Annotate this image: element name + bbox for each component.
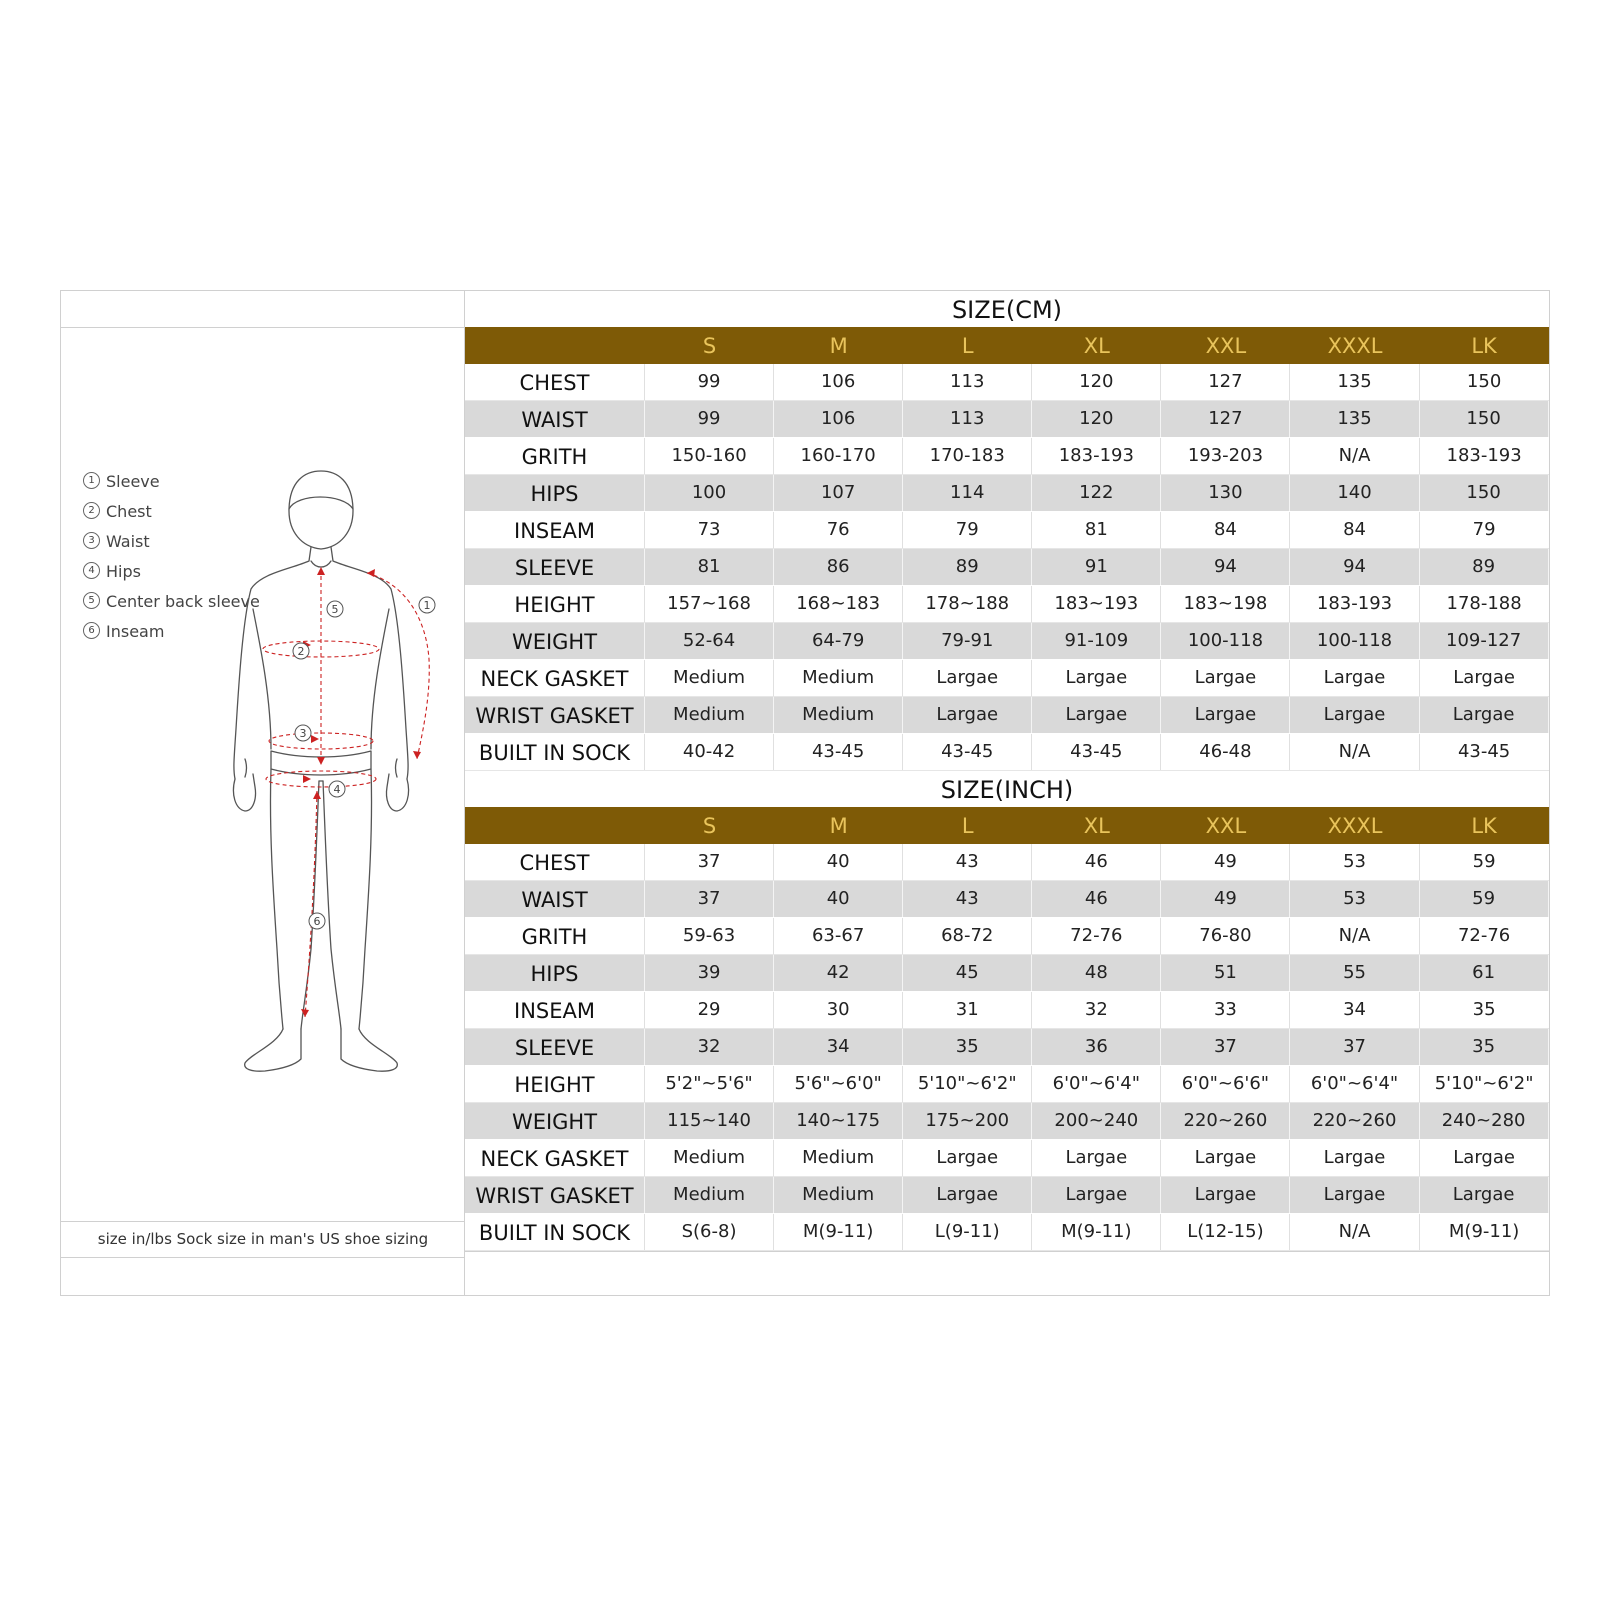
- table-cell: 51: [1161, 955, 1290, 991]
- table-cell: Medium: [645, 1140, 774, 1176]
- size-header-cell: XXXL: [1327, 814, 1383, 838]
- body-measurement-figure: [231, 469, 471, 1079]
- table-row: [465, 623, 1549, 660]
- table-cell: Largae: [1032, 1140, 1161, 1176]
- legend-number: 1: [83, 472, 100, 489]
- table-cell: 100-118: [1290, 623, 1419, 659]
- table-cell: 35: [1420, 1029, 1549, 1065]
- figure-marker-3: 3: [299, 727, 307, 740]
- table-row: [465, 1214, 1549, 1251]
- table-cell: 106: [774, 364, 903, 400]
- table-cell: 150: [1466, 371, 1502, 392]
- table-title: SIZE(CM): [951, 296, 1063, 324]
- legend-number: 6: [83, 622, 100, 639]
- table-cell: Largae: [1290, 660, 1419, 696]
- table-cell: 52-64: [645, 623, 774, 659]
- figure-marker-5: 5: [331, 603, 339, 616]
- divider: [61, 1257, 464, 1258]
- figure-marker-2: 2: [297, 645, 305, 658]
- table-cell: 6'0"~6'4": [1290, 1066, 1419, 1102]
- table-cell: 5'2"~5'6": [645, 1066, 774, 1102]
- table-cell: 150: [1420, 401, 1549, 437]
- right-hand: [386, 774, 408, 811]
- size-tables: [465, 291, 1549, 1288]
- table-cell: 168~183: [774, 586, 903, 622]
- table-cell: 183~198: [1161, 586, 1290, 622]
- table-cell: 46: [1032, 881, 1161, 917]
- table-cell: 140~175: [774, 1103, 903, 1139]
- table-row: [465, 438, 1549, 475]
- table-cell: 37: [1161, 1029, 1290, 1065]
- row-label: SLEEVE: [465, 1029, 645, 1065]
- table-cell: 59-63: [645, 918, 774, 954]
- table-cell: N/A: [1290, 918, 1419, 954]
- legend-number: 2: [83, 502, 100, 519]
- table-cell: 91-109: [1032, 623, 1161, 659]
- table-cell: 113: [903, 401, 1032, 437]
- size-header-row: [465, 327, 1549, 364]
- table-cell: Largae: [903, 1177, 1032, 1213]
- table-row: [465, 697, 1549, 734]
- table-row: [465, 1177, 1549, 1214]
- table-cell: 76: [774, 512, 903, 548]
- table-cell: 37: [645, 844, 774, 880]
- table-cell: 37: [1290, 1029, 1419, 1065]
- table-cell: 140: [1290, 475, 1419, 511]
- table-cell: 99: [645, 364, 774, 400]
- size-header-cell: XXL: [1205, 814, 1247, 838]
- header-corner: [465, 807, 645, 844]
- torso-left: [253, 609, 271, 749]
- legend-number: 4: [83, 562, 100, 579]
- left-leg-inner: [301, 781, 319, 1029]
- collar: [311, 561, 331, 567]
- size-header-cell: XXL: [1205, 334, 1247, 358]
- table-cell: L(12-15): [1161, 1214, 1290, 1250]
- table-cell: Largae: [1161, 697, 1290, 733]
- table-cell: M(9-11): [1032, 1214, 1161, 1250]
- table-cell: 34: [774, 1029, 903, 1065]
- right-leg-outer: [359, 769, 372, 1029]
- figure-marker-6: 6: [313, 915, 321, 928]
- table-cell: 127: [1161, 401, 1290, 437]
- table-cell: Largae: [1032, 1177, 1161, 1213]
- table-cell: 49: [1161, 844, 1290, 880]
- row-label: HEIGHT: [465, 586, 645, 622]
- table-cell: Largae: [903, 1140, 1032, 1176]
- table-cell: 89: [903, 549, 1032, 585]
- table-cell: 120: [1032, 401, 1161, 437]
- row-label: GRITH: [465, 438, 645, 474]
- legend-label: Center back sleeve: [106, 592, 260, 611]
- table-cell: M(9-11): [774, 1214, 903, 1250]
- table-row: [465, 660, 1549, 697]
- table-cell: 40: [774, 881, 903, 917]
- table-cell: 127: [1161, 364, 1290, 400]
- row-label: GRITH: [465, 918, 645, 954]
- table-cell: 183-193: [1032, 438, 1161, 474]
- size-header-cell: S: [702, 334, 717, 358]
- table-cell: Medium: [774, 1177, 903, 1213]
- right-leg-inner: [323, 781, 341, 1029]
- table-cell: 72-76: [1457, 925, 1511, 946]
- table-cell: 5'6"~6'0": [774, 1066, 903, 1102]
- table-cell: 120: [1032, 364, 1161, 400]
- size-header-cell: XL: [1083, 334, 1110, 358]
- table-cell: Medium: [774, 1140, 903, 1176]
- table-cell: 33: [1161, 992, 1290, 1028]
- sizing-note: size in/lbs Sock size in man's US shoe sizing: [97, 1230, 429, 1248]
- table-row: [465, 1103, 1549, 1140]
- right-arm-outline: [331, 547, 408, 779]
- row-label: CHEST: [465, 844, 645, 880]
- table-cell: 178-188: [1446, 593, 1522, 614]
- table-cell: 115~140: [645, 1103, 774, 1139]
- row-label: BUILT IN SOCK: [465, 1214, 645, 1250]
- table-row: [465, 1140, 1549, 1177]
- table-cell: 43-45: [1457, 741, 1511, 762]
- table-cell: 49: [1161, 881, 1290, 917]
- table-cell: 6'0"~6'6": [1161, 1066, 1290, 1102]
- table-cell: Medium: [774, 697, 903, 733]
- divider: [61, 327, 464, 328]
- table-cell: Largae: [1290, 1140, 1419, 1176]
- table-cell: Largae: [1032, 660, 1161, 696]
- table-cell: Largae: [1032, 697, 1161, 733]
- table-cell: 240~280: [1420, 1103, 1549, 1139]
- table-row: [465, 364, 1549, 401]
- size-header-cell: XL: [1083, 814, 1110, 838]
- table-cell: 220~260: [1161, 1103, 1290, 1139]
- table-cell: 73: [645, 512, 774, 548]
- row-label: HEIGHT: [465, 1066, 645, 1102]
- table-cell: 106: [774, 401, 903, 437]
- table-cell: 170-183: [903, 438, 1032, 474]
- table-cell: 30: [774, 992, 903, 1028]
- table-cell: 94: [1290, 549, 1419, 585]
- table-cell: Medium: [774, 660, 903, 696]
- table-cell: N/A: [1290, 438, 1419, 474]
- table-cell: 94: [1161, 549, 1290, 585]
- table-cell: 107: [774, 475, 903, 511]
- row-label: CHEST: [465, 364, 645, 400]
- left-foot: [245, 1029, 301, 1071]
- row-label: HIPS: [465, 475, 645, 511]
- table-cell: Largae: [1161, 1140, 1290, 1176]
- head-outline: [289, 471, 353, 549]
- left-leg-outer: [270, 769, 283, 1029]
- size-header-cell: L: [961, 334, 974, 358]
- table-cell: 39: [645, 955, 774, 991]
- table-cell: 29: [645, 992, 774, 1028]
- table-cell: Largae: [1161, 660, 1290, 696]
- table-cell: 43-45: [903, 734, 1032, 770]
- table-cell: 55: [1290, 955, 1419, 991]
- table-cell: 31: [903, 992, 1032, 1028]
- table-cell: 79: [1472, 519, 1496, 540]
- size-header-cell: M: [829, 334, 848, 358]
- table-cell: 59: [1420, 881, 1549, 917]
- table-cell: 135: [1290, 364, 1419, 400]
- table-cell: 40-42: [645, 734, 774, 770]
- table-row: [465, 512, 1549, 549]
- table-cell: Largae: [1453, 667, 1515, 688]
- row-label: SLEEVE: [465, 549, 645, 585]
- table-cell: 157~168: [645, 586, 774, 622]
- table-cell: Medium: [645, 697, 774, 733]
- row-label: INSEAM: [465, 512, 645, 548]
- table-cell: 81: [1032, 512, 1161, 548]
- table-cell: 46-48: [1161, 734, 1290, 770]
- measurement-guide-panel: [61, 291, 465, 1295]
- table-cell: Largae: [903, 660, 1032, 696]
- table-cell: 130: [1161, 475, 1290, 511]
- row-label: WEIGHT: [465, 1103, 645, 1139]
- left-arm-outline: [234, 547, 311, 779]
- table-row: [465, 549, 1549, 586]
- hips-measure-line: [266, 771, 376, 787]
- row-label: HIPS: [465, 955, 645, 991]
- table-cell: Largae: [1420, 1177, 1549, 1213]
- table-cell: 45: [903, 955, 1032, 991]
- table-cell: Medium: [645, 660, 774, 696]
- table-cell: 46: [1032, 844, 1161, 880]
- table-cell: 43-45: [774, 734, 903, 770]
- table-cell: 150: [1420, 475, 1549, 511]
- table-title: SIZE(INCH): [940, 776, 1074, 804]
- table-cell: 178~188: [903, 586, 1032, 622]
- table-row: [465, 586, 1549, 623]
- table-cell: 64-79: [774, 623, 903, 659]
- table-cell: 81: [645, 549, 774, 585]
- table-row: [465, 992, 1549, 1029]
- legend-number: 5: [83, 592, 100, 609]
- hair-outline: [289, 497, 353, 509]
- row-label: WAIST: [465, 881, 645, 917]
- table-cell: 59: [1472, 851, 1496, 872]
- table-footer: [465, 1251, 1549, 1288]
- table-row: [465, 881, 1549, 918]
- figure-marker-4: 4: [333, 783, 341, 796]
- table-cell: Largae: [1420, 697, 1549, 733]
- table-cell: 99: [645, 401, 774, 437]
- table-cell: 150-160: [645, 438, 774, 474]
- size-header-cell: M: [829, 814, 848, 838]
- table-cell: 61: [1420, 955, 1549, 991]
- table-cell: 114: [903, 475, 1032, 511]
- table-cell: 5'10"~6'2": [903, 1066, 1032, 1102]
- table-cell: N/A: [1290, 1214, 1419, 1250]
- table-cell: 68-72: [903, 918, 1032, 954]
- row-label: INSEAM: [465, 992, 645, 1028]
- table-cell: 175~200: [903, 1103, 1032, 1139]
- legend-label: Hips: [106, 562, 141, 581]
- table-cell: L(9-11): [903, 1214, 1032, 1250]
- row-label: BUILT IN SOCK: [465, 734, 645, 770]
- table-cell: 160-170: [774, 438, 903, 474]
- size-header-cell: LK: [1471, 334, 1497, 358]
- table-row: [465, 844, 1549, 881]
- table-cell: 32: [1032, 992, 1161, 1028]
- table-cell: 86: [774, 549, 903, 585]
- table-cell: 183~193: [1032, 586, 1161, 622]
- left-hand: [233, 774, 255, 811]
- table-cell: 79-91: [903, 623, 1032, 659]
- row-label: WRIST GASKET: [465, 697, 645, 733]
- table-cell: Medium: [645, 1177, 774, 1213]
- table-cell: 91: [1032, 549, 1161, 585]
- size-header-cell: L: [961, 814, 974, 838]
- header-corner: [465, 327, 645, 364]
- table-cell: 109-127: [1420, 623, 1549, 659]
- legend-label: Inseam: [106, 622, 165, 641]
- table-cell: 35: [1472, 999, 1496, 1020]
- table-cell: 43-45: [1032, 734, 1161, 770]
- table-row: [465, 734, 1549, 771]
- size-header-cell: LK: [1471, 814, 1497, 838]
- table-cell: 135: [1290, 401, 1419, 437]
- table-cell: 100-118: [1161, 623, 1290, 659]
- legend-label: Waist: [106, 532, 150, 551]
- table-cell: N/A: [1290, 734, 1419, 770]
- table-cell: S(6-8): [645, 1214, 774, 1250]
- table-cell: 6'0"~6'4": [1032, 1066, 1161, 1102]
- table-cell: 32: [645, 1029, 774, 1065]
- right-foot: [341, 1029, 397, 1071]
- table-cell: 34: [1290, 992, 1419, 1028]
- table-cell: 36: [1032, 1029, 1161, 1065]
- size-header-cell: XXXL: [1327, 334, 1383, 358]
- table-cell: 84: [1290, 512, 1419, 548]
- figure-marker-1: 1: [423, 599, 431, 612]
- table-row: [465, 401, 1549, 438]
- size-header-row: [465, 807, 1549, 844]
- table-cell: 89: [1420, 549, 1549, 585]
- table-cell: 79: [903, 512, 1032, 548]
- row-label: WRIST GASKET: [465, 1177, 645, 1213]
- table-cell: 63-67: [774, 918, 903, 954]
- table-cell: 113: [903, 364, 1032, 400]
- table-cell: 53: [1290, 844, 1419, 880]
- table-row: [465, 475, 1549, 512]
- table-cell: 40: [774, 844, 903, 880]
- table-cell: Largae: [1290, 1177, 1419, 1213]
- table-cell: 72-76: [1032, 918, 1161, 954]
- row-label: NECK GASKET: [465, 1140, 645, 1176]
- torso-right: [371, 609, 389, 749]
- table-cell: M(9-11): [1448, 1221, 1520, 1242]
- legend-label: Sleeve: [106, 472, 160, 491]
- legend-label: Chest: [106, 502, 152, 521]
- table-cell: 100: [645, 475, 774, 511]
- table-row: [465, 1029, 1549, 1066]
- table-cell: 193-203: [1161, 438, 1290, 474]
- table-cell: Largae: [1290, 697, 1419, 733]
- table-cell: 200~240: [1032, 1103, 1161, 1139]
- row-label: WEIGHT: [465, 623, 645, 659]
- table-cell: 76-80: [1161, 918, 1290, 954]
- table-cell: 37: [645, 881, 774, 917]
- table-cell: 183-193: [1446, 445, 1522, 466]
- table-cell: 53: [1290, 881, 1419, 917]
- table-cell: 42: [774, 955, 903, 991]
- table-cell: Largae: [903, 697, 1032, 733]
- table-cell: Largae: [1453, 1147, 1515, 1168]
- size-header-cell: S: [702, 814, 717, 838]
- table-cell: 48: [1032, 955, 1161, 991]
- table-cell: 183-193: [1290, 586, 1419, 622]
- table-cell: 35: [903, 1029, 1032, 1065]
- legend-number: 3: [83, 532, 100, 549]
- row-label: WAIST: [465, 401, 645, 437]
- table-row: [465, 955, 1549, 992]
- table-cell: 122: [1032, 475, 1161, 511]
- table-cell: 43: [903, 881, 1032, 917]
- table-cell: 220~260: [1290, 1103, 1419, 1139]
- table-cell: 5'10"~6'2": [1434, 1073, 1534, 1094]
- table-row: [465, 918, 1549, 955]
- size-chart-sheet: [60, 290, 1550, 1296]
- table-row: [465, 1066, 1549, 1103]
- table-cell: 43: [903, 844, 1032, 880]
- table-cell: Largae: [1161, 1177, 1290, 1213]
- table-cell: 84: [1161, 512, 1290, 548]
- row-label: NECK GASKET: [465, 660, 645, 696]
